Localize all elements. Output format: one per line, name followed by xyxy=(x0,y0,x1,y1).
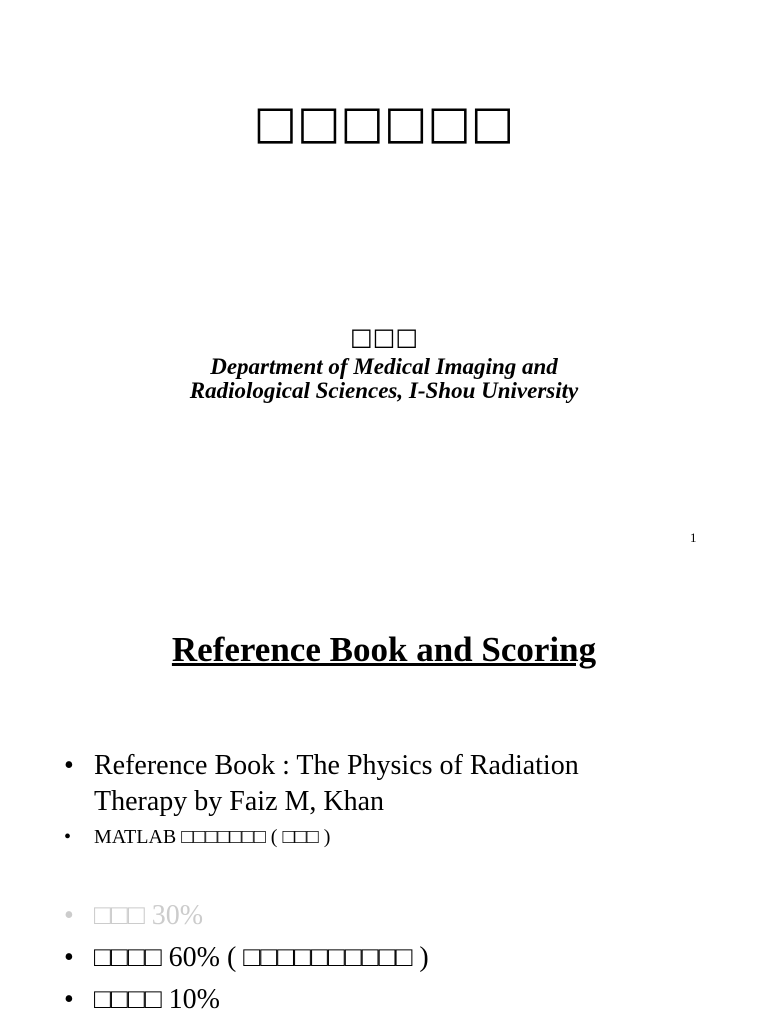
bullet-dot: • xyxy=(64,750,74,781)
department-line-1: Department of Medical Imaging and xyxy=(210,354,558,379)
bullet-text: □□□ 30% xyxy=(94,900,204,931)
bullet-reference-book xyxy=(64,748,644,820)
department-affiliation xyxy=(0,355,768,403)
slide-title: Reference Book and Scoring xyxy=(171,630,597,669)
bullet-dot: • xyxy=(64,942,74,973)
bullet-matlab xyxy=(64,824,330,850)
author-name: □□□ xyxy=(349,323,419,351)
course-title: □□□□□□ xyxy=(253,95,515,149)
bullet-attendance-score xyxy=(64,982,220,1018)
bullet-text: □□□□ 60% ( □□□□□□□□□□ ) xyxy=(94,942,429,973)
bullet-dot: • xyxy=(64,826,72,848)
bullet-text: □□□□ 10% xyxy=(94,984,220,1015)
bullet-exam-score xyxy=(64,898,203,934)
bullet-dot: • xyxy=(64,900,74,931)
department-line-2: Radiological Sciences, I-Shou University xyxy=(189,378,579,403)
bullet-report-score xyxy=(64,940,429,976)
slide-reference-scoring xyxy=(0,576,768,1024)
page-number: 1 xyxy=(690,530,697,545)
bullet-text: Reference Book : The Physics of Radiation Therapy by Faiz M, Khan xyxy=(94,750,579,817)
bullet-text: MATLAB □□□□□□□ ( □□□ ) xyxy=(94,826,331,848)
bullet-dot: • xyxy=(64,984,74,1015)
